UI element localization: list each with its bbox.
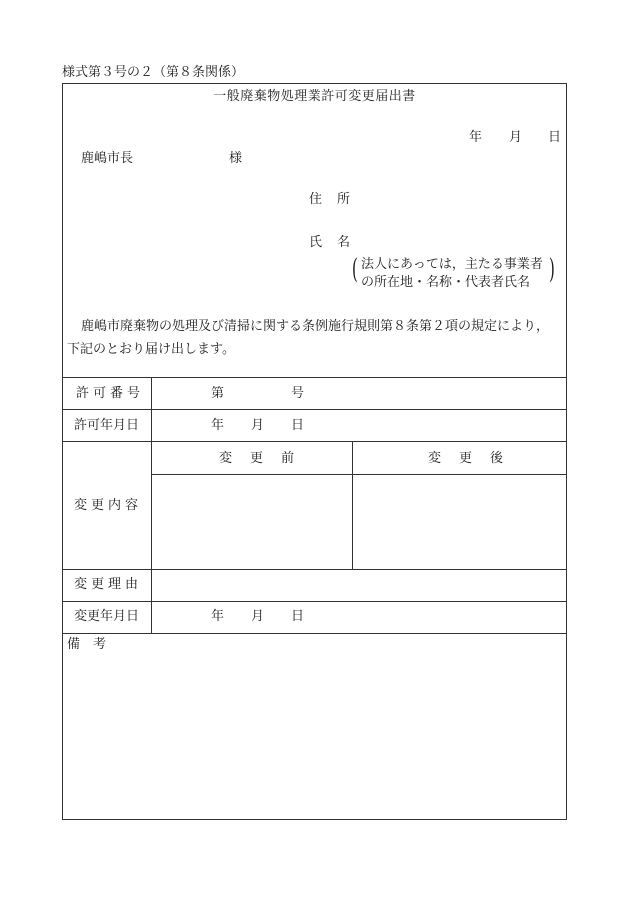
date-day-label: 日 <box>548 130 562 145</box>
before-change-field[interactable] <box>153 476 350 567</box>
addressee-name: 鹿嶋市長 <box>81 151 134 166</box>
permit-number-label: 許可番号 <box>76 386 145 401</box>
change-date-day: 日 <box>291 609 305 624</box>
permit-number-go: 号 <box>291 386 305 401</box>
after-change-field[interactable] <box>354 476 565 567</box>
permit-number-value[interactable] <box>226 382 288 404</box>
body-text-line1: 鹿嶋市廃棄物の処理及び清掃に関する条例施行規則第８条第２項の規定により， <box>81 319 550 334</box>
permit-number-dai: 第 <box>211 386 225 401</box>
after-change-header: 変更後 <box>428 451 522 466</box>
remarks-field[interactable] <box>64 656 565 818</box>
divider-before-after <box>352 441 353 569</box>
divider-row-change-reason <box>62 601 567 602</box>
divider-header-table <box>62 377 567 378</box>
name-label-part2: 名 <box>337 235 351 250</box>
before-change-header: 変更前 <box>219 451 313 466</box>
divider-label-column <box>151 377 152 633</box>
remarks-label: 備 考 <box>67 637 107 652</box>
permit-date-label: 許可年月日 <box>74 418 140 433</box>
change-date-month: 月 <box>251 609 265 624</box>
corporate-note-line2: の所在地・名称・代表者氏名 <box>361 275 531 290</box>
change-date-year: 年 <box>211 609 225 624</box>
body-text-line2: 下記のとおり届け出します。 <box>67 342 235 357</box>
form-code: 様式第３号の２（第８条関係） <box>62 65 245 80</box>
date-month-label: 月 <box>509 130 523 145</box>
divider-row-change-content <box>62 569 567 570</box>
address-label-part1: 住 <box>309 192 323 207</box>
permit-date-month: 月 <box>251 418 265 433</box>
divider-row-permit-number <box>62 409 567 410</box>
permit-date-day: 日 <box>291 418 305 433</box>
address-label-part2: 所 <box>337 192 351 207</box>
change-reason-field[interactable] <box>153 571 565 599</box>
change-reason-label: 変更理由 <box>74 577 143 592</box>
note-paren-close: ) <box>549 254 555 285</box>
divider-row-permit-date <box>62 441 567 442</box>
name-label-part1: 氏 <box>309 235 323 250</box>
divider-before-after-header <box>151 474 567 475</box>
permit-date-year: 年 <box>211 418 225 433</box>
note-paren-open: ( <box>352 254 358 285</box>
addressee-honorific: 様 <box>229 151 243 166</box>
change-date-label: 変更年月日 <box>74 609 140 624</box>
change-content-label: 変更内容 <box>74 498 143 513</box>
divider-row-change-date <box>62 633 567 634</box>
document-title: 一般廃棄物処理業許可変更届出書 <box>213 89 416 104</box>
corporate-note-line1: 法人にあっては，主たる事業者 <box>361 257 543 272</box>
date-year-label: 年 <box>469 130 483 145</box>
